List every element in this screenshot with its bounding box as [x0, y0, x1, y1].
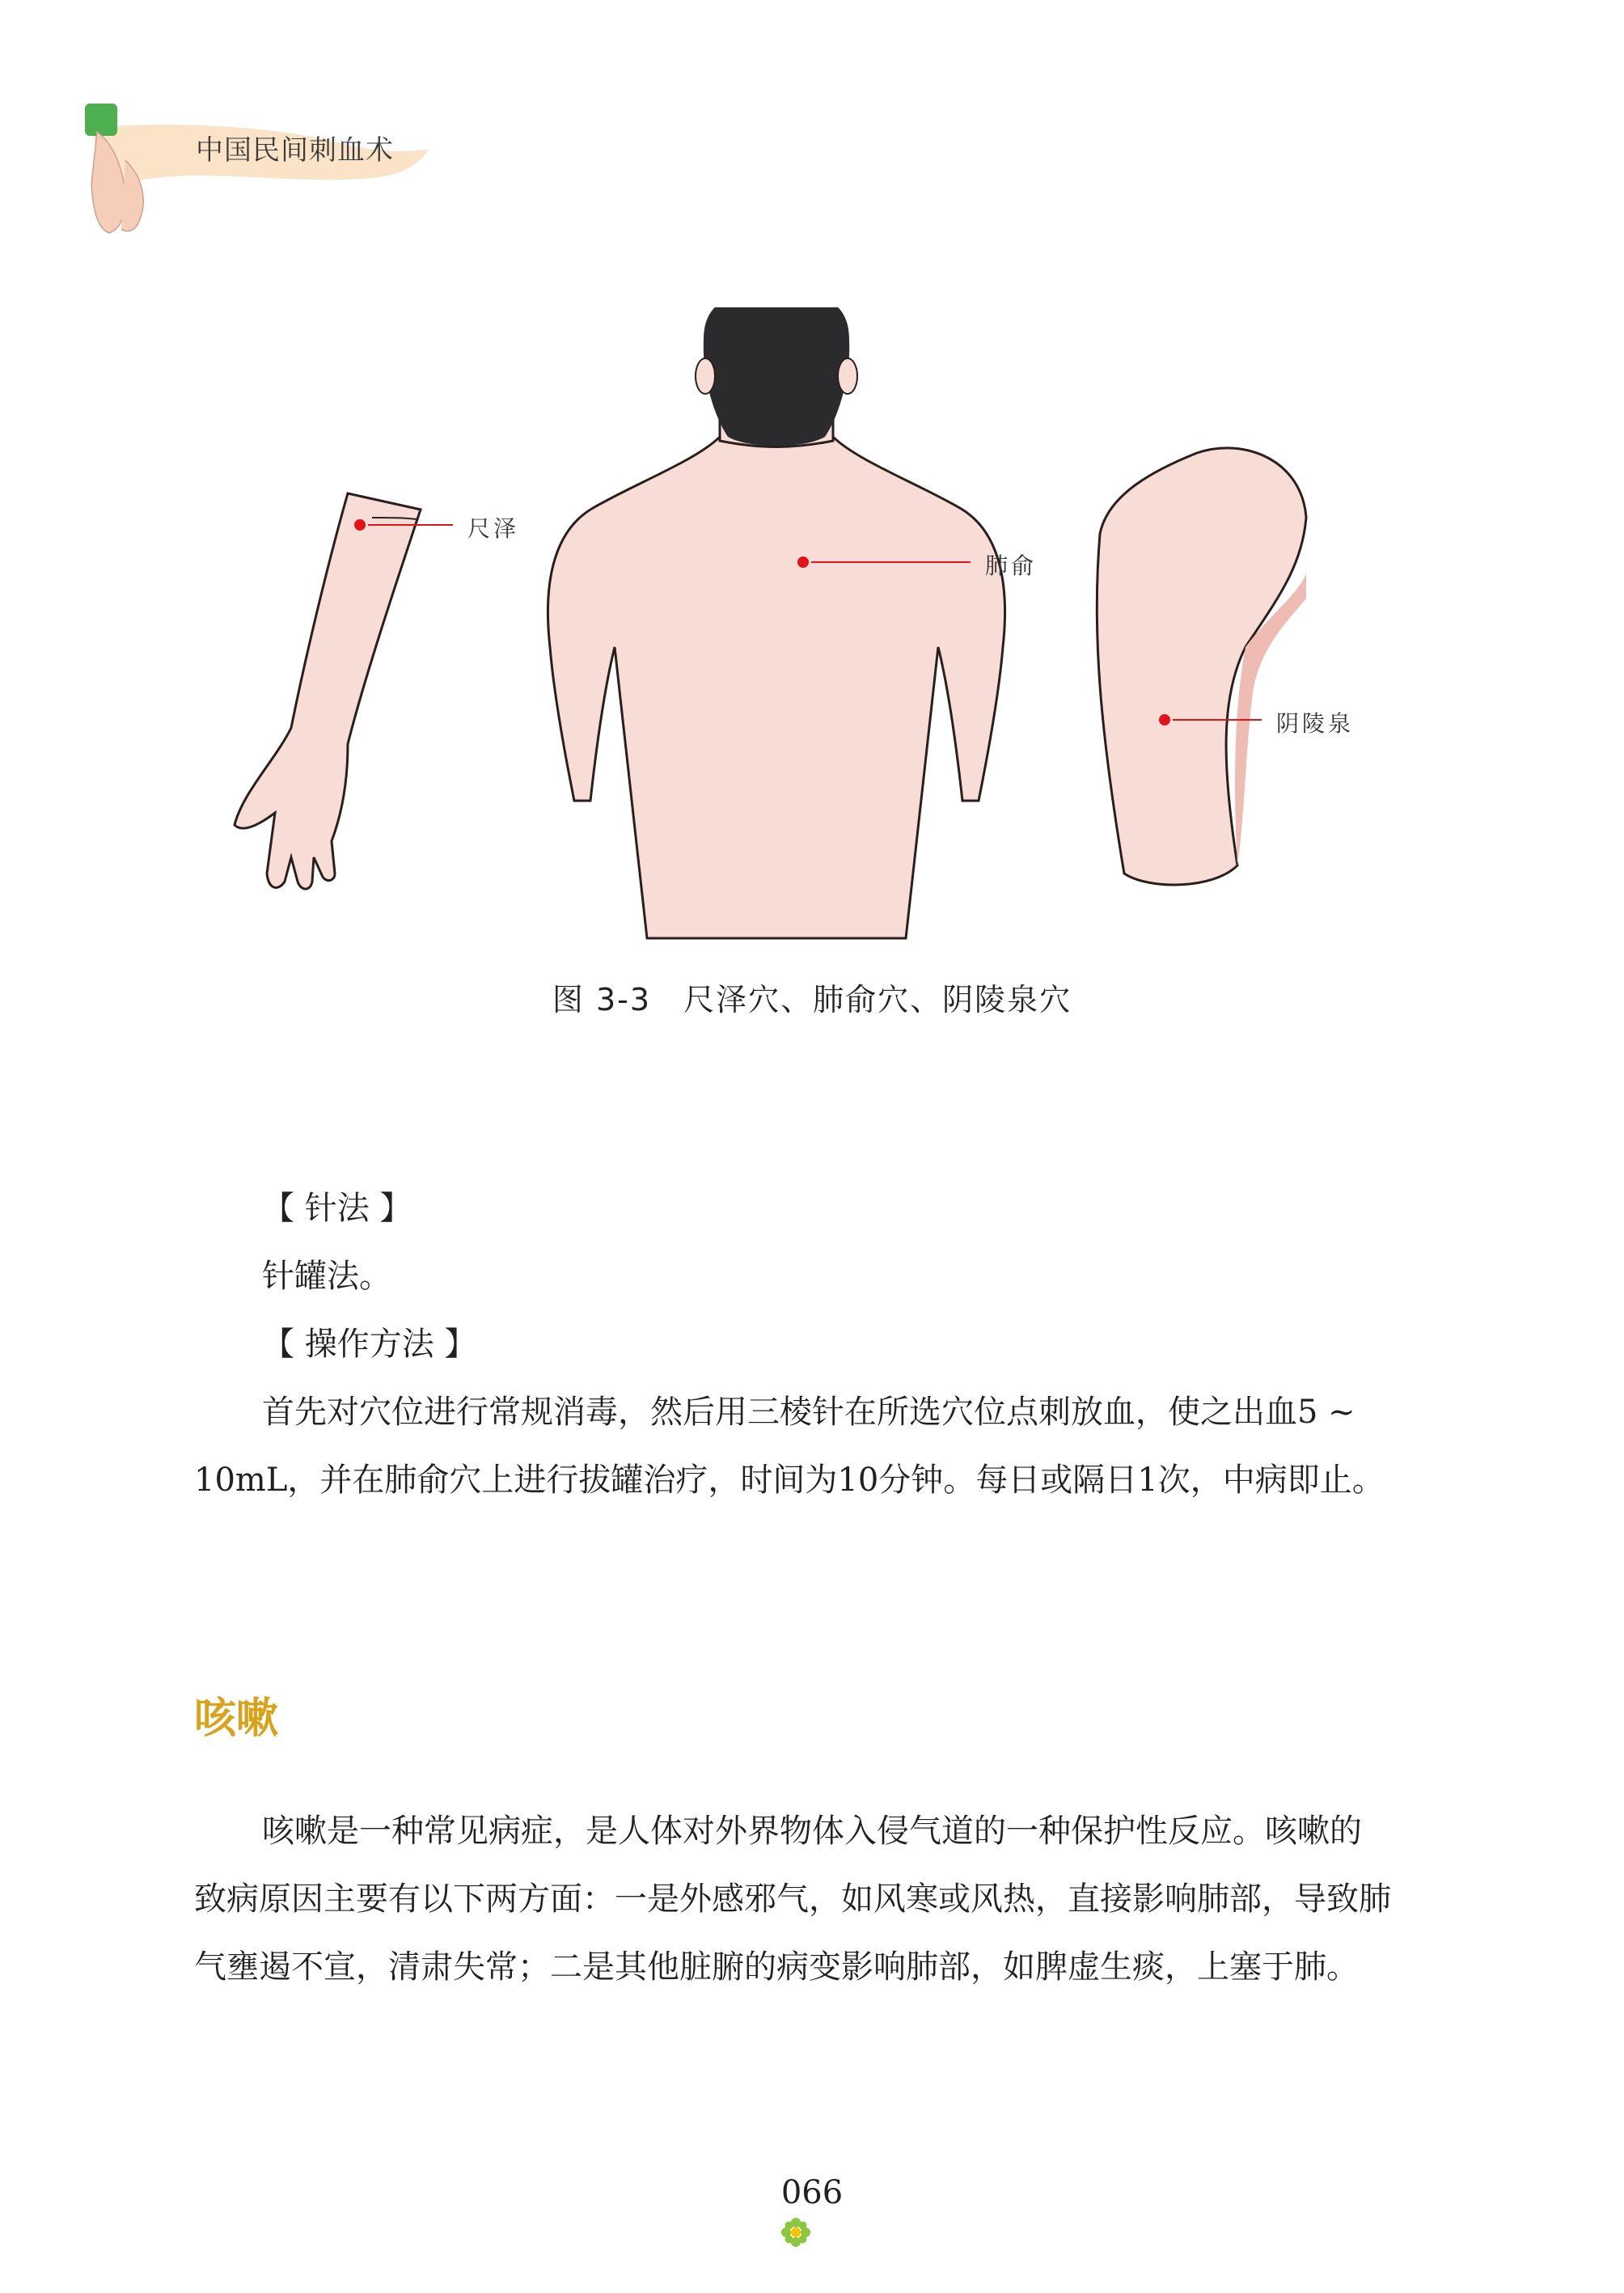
- acupoint-figure: [210, 307, 1407, 954]
- figure-caption: 图 3-3 尺泽穴、肺俞穴、阴陵泉穴: [552, 982, 1072, 1017]
- point-label-yinlingquan: 阴陵泉: [1276, 710, 1355, 737]
- acupoint-illustration: [210, 307, 1407, 954]
- point-marker-chize: [354, 519, 366, 531]
- knee-illustration: [1097, 448, 1306, 885]
- needle-heading: 【 针法 】: [262, 1190, 412, 1227]
- point-label-chize: 尺泽: [467, 515, 520, 542]
- point-label-feishu: 肺俞: [985, 552, 1038, 579]
- book-title: 中国民间刺血术: [196, 134, 394, 167]
- operation-heading: 【 操作方法 】: [262, 1326, 477, 1363]
- operation-text: 首先对穴位进行常规消毒，然后用三棱针在所选穴位点刺放血，使之出血5 ~ 10mL，并在肺俞穴上进行拔罐治疗，时间为10分钟。每日或隔日1次，中病即止。: [194, 1394, 1385, 1499]
- flower-icon: [780, 2216, 812, 2249]
- section-body: 咳嗽是一种常见病症，是人体对外界物体入侵气道的一种保护性反应。咳嗽的致病原因主要有以下两方面：一是外感邪气，如风寒或风热，直接影响肺部，导致肺气壅遏不宣，清肃失常；二是其他脏腑的病变影响肺部，如脾虚生痰，上塞于肺。: [194, 1813, 1391, 1986]
- arm-illustration: [235, 493, 421, 889]
- sleeve-cuff: [85, 104, 117, 136]
- point-marker-yinlingquan: [1159, 714, 1170, 726]
- header-banner-illustration: [77, 95, 433, 241]
- needle-text: 针罐法。: [262, 1258, 391, 1295]
- page-number: 066: [780, 2174, 844, 2211]
- back-illustration: [548, 307, 1004, 938]
- section-title: 咳嗽: [194, 1694, 279, 1743]
- point-marker-feishu: [797, 556, 809, 568]
